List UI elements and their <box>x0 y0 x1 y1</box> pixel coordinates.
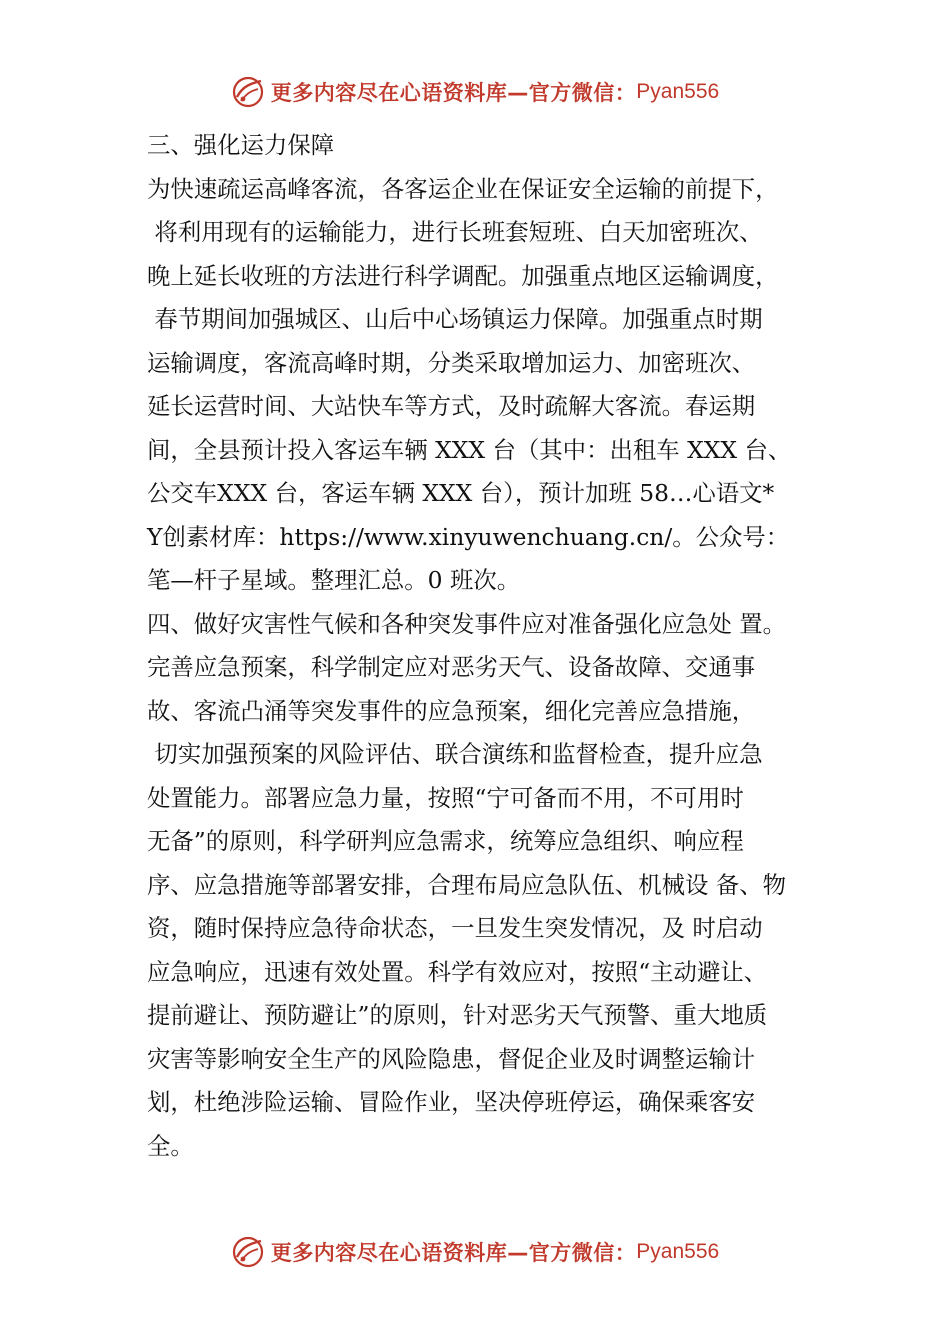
document-body <box>147 124 837 1168</box>
section-heading: 三、强化运力保障 <box>147 131 335 159</box>
body-line: 灾害等影响安全生产的风险隐患，督促企业及时调整运输计 <box>147 1044 756 1073</box>
body-line: 延长运营时间、大站快车等方式，及时疏解大客流。春运期 <box>147 392 756 420</box>
body-line: 划，杜绝涉险运输、冒险作业，坚决停班停运，确保乘客安 <box>147 1088 756 1116</box>
header-banner <box>0 72 950 112</box>
calligraphy-logo-icon <box>231 1235 265 1269</box>
banner-wechat-id: Pyan556 <box>636 80 720 103</box>
body-line: 将利用现有的运输能力，进行长班套短班、白天加密班次、 <box>147 218 763 246</box>
body-line: 处置能力。部署应急力量，按照“宁可备而不用，不可用时 <box>147 783 744 812</box>
body-line: 故、客流凸涌等突发事件的应急预案，细化完善应急措施， <box>147 696 756 725</box>
body-line: 资，随时保持应急待命状态，一旦发生突发情况，及 时启动 <box>147 914 763 942</box>
body-line: 晚上延长收班的方法进行科学调配。加强重点地区运输调度， <box>147 261 779 290</box>
banner-wechat-id: Pyan556 <box>636 1240 720 1263</box>
body-line: 笔—杆子星域。整理汇总。0 班次。 <box>147 566 521 594</box>
body-line: 提前避让、预防避让”的原则，针对恶劣天气预警、重大地质 <box>147 1001 768 1029</box>
body-line: 无备”的原则，科学研判应急需求，统筹应急组织、响应程 <box>147 827 744 855</box>
banner-text: 更多内容尽在心语资料库—官方微信： <box>270 81 637 105</box>
footer-banner <box>0 1232 950 1272</box>
body-line: 全。 <box>147 1131 194 1160</box>
body-line: 应急响应，迅速有效处置。科学有效应对，按照“主动避让、 <box>147 957 768 986</box>
body-line: Y创素材库：https://www.xinyuwenchuang.cn/。公众号： <box>147 522 790 551</box>
body-line: 序、应急措施等部署安排，合理布局应急队伍、机械设 备、物 <box>147 870 786 899</box>
body-line: 为快速疏运高峰客流，各客运企业在保证安全运输的前提下， <box>147 174 779 203</box>
body-line: 间，全县预计投入客运车辆 XXX 台（其中：出租车 XXX 台、 <box>147 435 792 464</box>
calligraphy-logo-icon <box>231 75 265 109</box>
body-line: 公交车XXX 台，客运车辆 XXX 台），预计加班 58…心语文* <box>147 479 775 507</box>
banner-text: 更多内容尽在心语资料库—官方微信： <box>270 1241 637 1265</box>
body-line: 切实加强预案的风险评估、联合演练和监督检查，提升应急 <box>147 740 763 768</box>
body-line: 完善应急预案，科学制定应对恶劣天气、设备故障、交通事 <box>147 653 756 681</box>
body-line: 运输调度，客流高峰时期，分类采取增加运力、加密班次、 <box>147 348 756 377</box>
body-line: 春节期间加强城区、山后中心场镇运力保障。加强重点时期 <box>147 305 763 333</box>
section-heading: 四、做好灾害性气候和各种突发事件应对准备强化应急处 置。 <box>147 609 786 638</box>
